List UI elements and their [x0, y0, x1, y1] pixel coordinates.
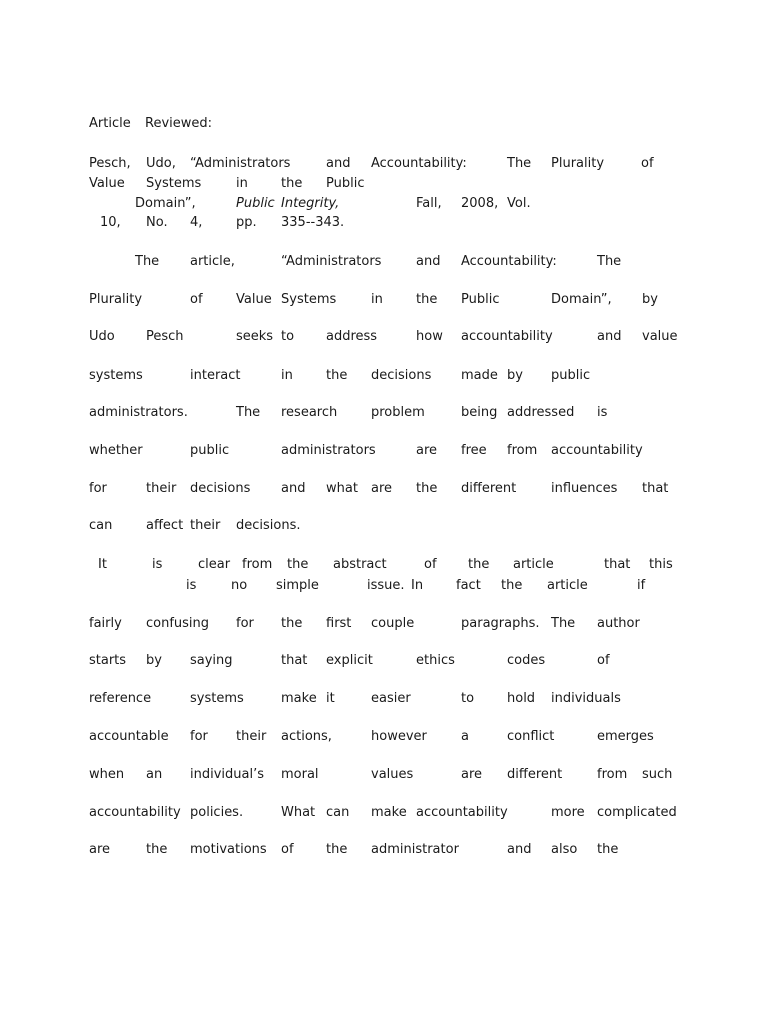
word: Public	[461, 292, 500, 307]
word: individuals	[551, 691, 621, 706]
word: The	[507, 156, 532, 171]
word: Plurality	[89, 292, 143, 307]
word: Fall,	[416, 196, 442, 211]
word: for	[190, 729, 208, 744]
word: for	[89, 481, 107, 496]
word: The	[551, 616, 576, 631]
body-line	[0, 366, 768, 386]
word: accountable	[89, 729, 169, 744]
citation-line	[0, 194, 768, 214]
word: actions,	[281, 729, 332, 744]
word: by	[642, 292, 658, 307]
word: in	[236, 176, 248, 191]
word: different	[461, 481, 517, 496]
word: if	[637, 578, 646, 593]
word: such	[642, 767, 673, 782]
word: is	[597, 405, 608, 420]
word: first	[326, 616, 352, 631]
word: accountability	[89, 805, 181, 820]
body-line	[0, 327, 768, 347]
word: for	[236, 616, 254, 631]
word: can	[89, 518, 113, 533]
word: an	[146, 767, 163, 782]
word: that	[604, 557, 631, 572]
word: and	[597, 329, 622, 344]
word: affect	[146, 518, 184, 533]
word: clear	[198, 557, 231, 572]
citation-line	[0, 154, 768, 174]
word: from	[597, 767, 628, 782]
word: Public	[236, 196, 275, 211]
word: from	[242, 557, 273, 572]
word: a	[461, 729, 469, 744]
word: accountability	[461, 329, 553, 344]
word: their	[236, 729, 267, 744]
word: Value	[236, 292, 272, 307]
word: made	[461, 368, 498, 383]
word: addressed	[507, 405, 575, 420]
body-line	[0, 803, 768, 823]
word: What	[281, 805, 316, 820]
word: decisions	[371, 368, 432, 383]
word: research	[281, 405, 338, 420]
body-line	[0, 576, 768, 596]
word: and	[326, 156, 351, 171]
word: Systems	[146, 176, 202, 191]
body-line	[0, 555, 768, 575]
word: Udo,	[146, 156, 176, 171]
word: from	[507, 443, 538, 458]
word: “Administrators	[281, 254, 382, 269]
word: explicit	[326, 653, 373, 668]
word: and	[416, 254, 441, 269]
word: make	[371, 805, 407, 820]
word: value	[642, 329, 678, 344]
word: by	[507, 368, 523, 383]
citation-line	[0, 174, 768, 194]
word: easier	[371, 691, 411, 706]
body-line	[0, 403, 768, 423]
word: Pesch	[146, 329, 184, 344]
word: of	[281, 842, 294, 857]
word: are	[371, 481, 393, 496]
word: Domain”,	[135, 196, 196, 211]
word: 4,	[190, 215, 203, 230]
word: no	[231, 578, 248, 593]
word: this	[649, 557, 673, 572]
word: 335--343.	[281, 215, 345, 230]
word: different	[507, 767, 563, 782]
word: whether	[89, 443, 143, 458]
word: the	[281, 616, 303, 631]
word: that	[281, 653, 308, 668]
body-line	[0, 516, 768, 536]
word: administrator	[371, 842, 459, 857]
word: paragraphs.	[461, 616, 540, 631]
word: and	[281, 481, 306, 496]
word: accountability	[551, 443, 643, 458]
word: Article	[89, 116, 131, 131]
word: It	[98, 557, 107, 572]
word: individual’s	[190, 767, 264, 782]
word: the	[597, 842, 619, 857]
word: Accountability:	[461, 254, 557, 269]
word: Integrity,	[281, 196, 340, 211]
word: are	[416, 443, 438, 458]
word: public	[190, 443, 230, 458]
word: ethics	[416, 653, 455, 668]
word: the	[146, 842, 168, 857]
word: Plurality	[551, 156, 605, 171]
word: are	[461, 767, 483, 782]
body-line	[0, 689, 768, 709]
word: decisions	[190, 481, 251, 496]
word: the	[326, 842, 348, 857]
word: the	[416, 292, 438, 307]
word: free	[461, 443, 487, 458]
word: make	[281, 691, 317, 706]
word: systems	[89, 368, 143, 383]
word: emerges	[597, 729, 654, 744]
word: Udo	[89, 329, 115, 344]
word: by	[146, 653, 162, 668]
word: The	[236, 405, 261, 420]
word: in	[281, 368, 293, 383]
word: systems	[190, 691, 244, 706]
word: hold	[507, 691, 536, 706]
body-line	[0, 479, 768, 499]
word: to	[281, 329, 295, 344]
word: Reviewed:	[145, 116, 213, 131]
word: couple	[371, 616, 415, 631]
word: Value	[89, 176, 125, 191]
word: more	[551, 805, 585, 820]
word: their	[190, 518, 221, 533]
word: accountability	[416, 805, 508, 820]
word: the	[281, 176, 303, 191]
word: starts	[89, 653, 127, 668]
word: administrators	[281, 443, 376, 458]
body-line	[0, 290, 768, 310]
word: Domain”,	[551, 292, 612, 307]
word: of	[641, 156, 654, 171]
body-line	[0, 840, 768, 860]
word: abstract	[333, 557, 387, 572]
word: administrators.	[89, 405, 188, 420]
word: of	[424, 557, 437, 572]
word: Public	[326, 176, 365, 191]
word: The	[135, 254, 160, 269]
word: interact	[190, 368, 241, 383]
word: 10,	[100, 215, 121, 230]
body-line	[0, 252, 768, 272]
word: reference	[89, 691, 152, 706]
word: how	[416, 329, 443, 344]
body-line	[0, 651, 768, 671]
word: confusing	[146, 616, 210, 631]
word: of	[190, 292, 203, 307]
word: codes	[507, 653, 546, 668]
word: is	[186, 578, 197, 593]
word: issue.	[367, 578, 405, 593]
word: their	[146, 481, 177, 496]
word: of	[597, 653, 610, 668]
word: No.	[146, 215, 168, 230]
word: Accountability:	[371, 156, 467, 171]
word: complicated	[597, 805, 677, 820]
word: In	[411, 578, 424, 593]
word: are	[89, 842, 111, 857]
word: conflict	[507, 729, 555, 744]
word: that	[642, 481, 669, 496]
word: values	[371, 767, 414, 782]
word: the	[287, 557, 309, 572]
word: the	[416, 481, 438, 496]
word: the	[468, 557, 490, 572]
word: author	[597, 616, 640, 631]
word: decisions.	[236, 518, 301, 533]
word: influences	[551, 481, 618, 496]
word: is	[152, 557, 163, 572]
word: Vol.	[507, 196, 531, 211]
word: address	[326, 329, 378, 344]
word: article,	[190, 254, 235, 269]
word: problem	[371, 405, 425, 420]
word: to	[461, 691, 475, 706]
word: however	[371, 729, 427, 744]
word: policies.	[190, 805, 244, 820]
word: fairly	[89, 616, 122, 631]
body-line	[0, 441, 768, 461]
heading-line	[0, 114, 768, 134]
citation-line	[0, 213, 768, 233]
body-line	[0, 765, 768, 785]
word: the	[326, 368, 348, 383]
word: and	[507, 842, 532, 857]
word: saying	[190, 653, 233, 668]
word: what	[326, 481, 358, 496]
word: article	[547, 578, 588, 593]
word: seeks	[236, 329, 274, 344]
word: in	[371, 292, 383, 307]
word: article	[513, 557, 554, 572]
word: the	[501, 578, 523, 593]
word: public	[551, 368, 591, 383]
word: “Administrators	[190, 156, 291, 171]
word: fact	[456, 578, 481, 593]
word: motivations	[190, 842, 267, 857]
word: Systems	[281, 292, 337, 307]
body-line	[0, 614, 768, 634]
word: also	[551, 842, 578, 857]
word: pp.	[236, 215, 257, 230]
word: simple	[276, 578, 319, 593]
body-line	[0, 727, 768, 747]
word: Pesch,	[89, 156, 131, 171]
word: The	[597, 254, 622, 269]
word: can	[326, 805, 350, 820]
word: when	[89, 767, 125, 782]
word: it	[326, 691, 335, 706]
word: being	[461, 405, 498, 420]
word: moral	[281, 767, 319, 782]
word: 2008,	[461, 196, 499, 211]
